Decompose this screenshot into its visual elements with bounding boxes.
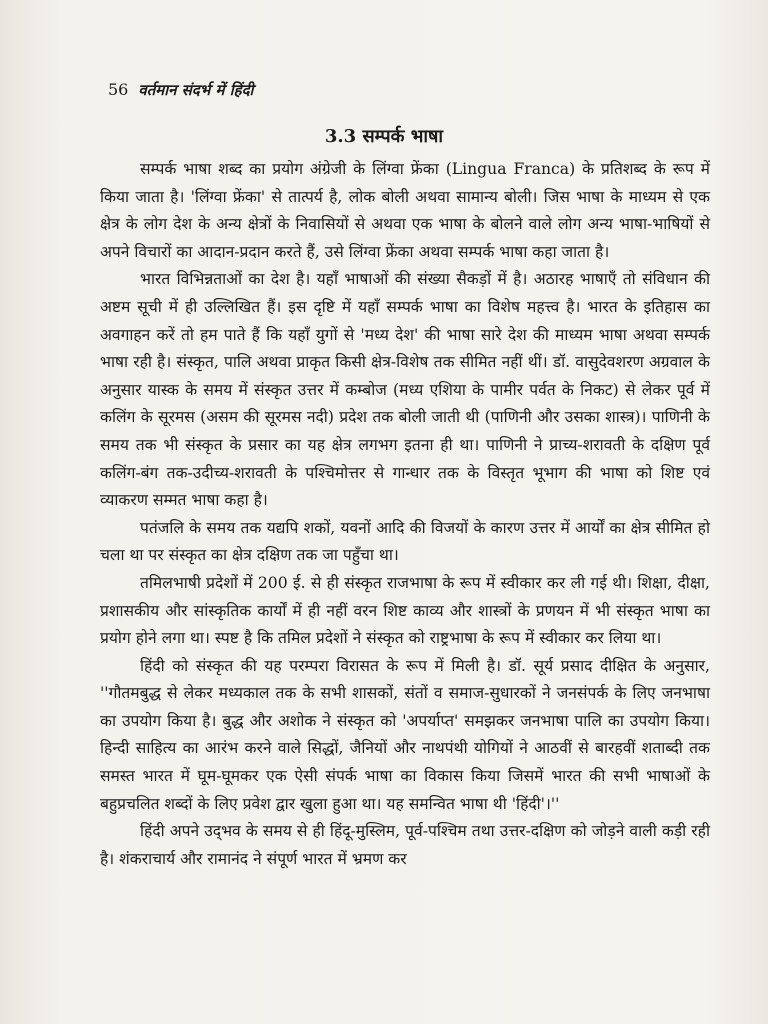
paragraph: हिंदी को संस्कृत की यह परम्परा विरासत के रूप में मिली है। डॉ. सूर्य प्रसाद दीक्षित के अनुसार, ''गौतमबुद्ध से लेकर मध्यकाल तक के सभी शासकों, संतों व समाज-सुधारकों ने जनसंपर्क के लिए जनभाषा का उपयोग किया है। बुद्ध और अशोक ने संस्कृत को 'अपर्याप्त' समझकर जनभाषा पालि का उपयोग किया। हिन्दी साहित्य का आरंभ करने वाले सिद्धों, जैनियों और नाथपंथी योगियों ने आठवीं से बारहवीं शताब्दी तक समस्त भारत में घूम-घूमकर एक ऐसी संपर्क भाषा का विकास किया जिसमें भारत की सभी भाषाओं के बहुप्रचलित शब्दों के लिए प्रवेश द्वार खुला हुआ था। यह समन्वित भाषा थी 'हिंदी'।'' [100,656,710,813]
paragraph: हिंदी अपने उद्‌भव के समय से ही हिंदू-मुस्लिम, पूर्व-पश्चिम तथा उत्तर-दक्षिण को जोड़ने वाली कड़ी रही है। शंकराचार्य और रामानंद ने संपूर्ण भारत में भ्रमण कर [100,822,710,868]
paragraph: तमिलभाषी प्रदेशों में 200 ई. से ही संस्कृत राजभाषा के रूप में स्वीकार कर ली गई थी। शिक्षा, दीक्षा, प्रशासकीय और सांस्कृतिक कार्यों में ही नहीं वरन शिष्ट काव्य और शास्त्रों के प्रणयन में भी संस्कृत भाषा का प्रयोग होने लगा था। स्पष्ट है कि तमिल प्रदेशों ने संस्कृत को राष्ट्रभाषा के रूप में स्वीकार कर लिया था। [100,573,710,648]
running-header [108,80,253,100]
page-number: 56 [108,80,129,99]
section-title: 3.3 सम्पर्क भाषा [324,126,444,147]
body-text [100,156,710,873]
paragraph: सम्पर्क भाषा शब्द का प्रयोग अंग्रेजी के लिंग्वा फ्रेंका (Lingua Franca) के प्रतिशब्द के रूप में किया जाता है। 'लिंग्वा फ्रेंका' से तात्पर्य है, लोक बोली अथवा सामान्य बोली। जिस भाषा के माध्यम से एक क्षेत्र के लोग देश के अन्य क्षेत्रों के निवासियों से अथवा एक भाषा के बोलने वाले लोग अन्य भाषा-भाषियों से अपने विचारों का आदान-प्रदान करते हैं, उसे लिंग्वा फ्रेंका अथवा सम्पर्क भाषा कहा जाता है। [100,160,710,261]
running-title: वर्तमान संदर्भ में हिंदी [138,81,254,99]
paragraph: भारत विभिन्नताओं का देश है। यहाँ भाषाओं की संख्या सैकड़ों में है। अठारह भाषाएँ तो संविधान की अष्टम सूची में ही उल्लिखित हैं। इस दृष्टि में यहाँ सम्पर्क भाषा का विशेष महत्त्व है। भारत के इतिहास का अवगाहन करें तो हम पाते हैं कि यहाँ युगों से 'मध्य देश' की भाषा सारे देश की माध्यम भाषा अथवा सम्पर्क भाषा रही है। संस्कृत, पालि अथवा प्राकृत किसी क्षेत्र-विशेष तक सीमित नहीं थीं। डॉ. वासुदेवशरण अग्रवाल के अनुसार यास्क के समय में संस्कृत उत्तर में कम्बोज (मध्य एशिया के पामीर पर्वत के निकट) से लेकर पूर्व में कलिंग के सूरमस (असम की सूरमस नदी) प्रदेश तक बोली जाती थी (पाणिनी और उसका शास्त्र)। पाणिनी के समय तक भी संस्कृत के प्रसार का यह क्षेत्र लगभग इतना ही था। पाणिनी ने प्राच्य-शरावती के दक्षिण पूर्व कलिंग-बंग तक-उदीच्य-शरावती के पश्चिमोत्तर से गान्धार तक के विस्तृत भूभाग की भाषा को शिष्ट एवं व्याकरण सम्मत भाषा कहा है। [100,270,710,510]
paragraph: पतंजलि के समय तक यद्यपि शकों, यवनों आदि की विजयों के कारण उत्तर में आर्यों का क्षेत्र सीमित हो चला था पर संस्कृत का क्षेत्र दक्षिण तक जा पहुँचा था। [100,518,710,565]
